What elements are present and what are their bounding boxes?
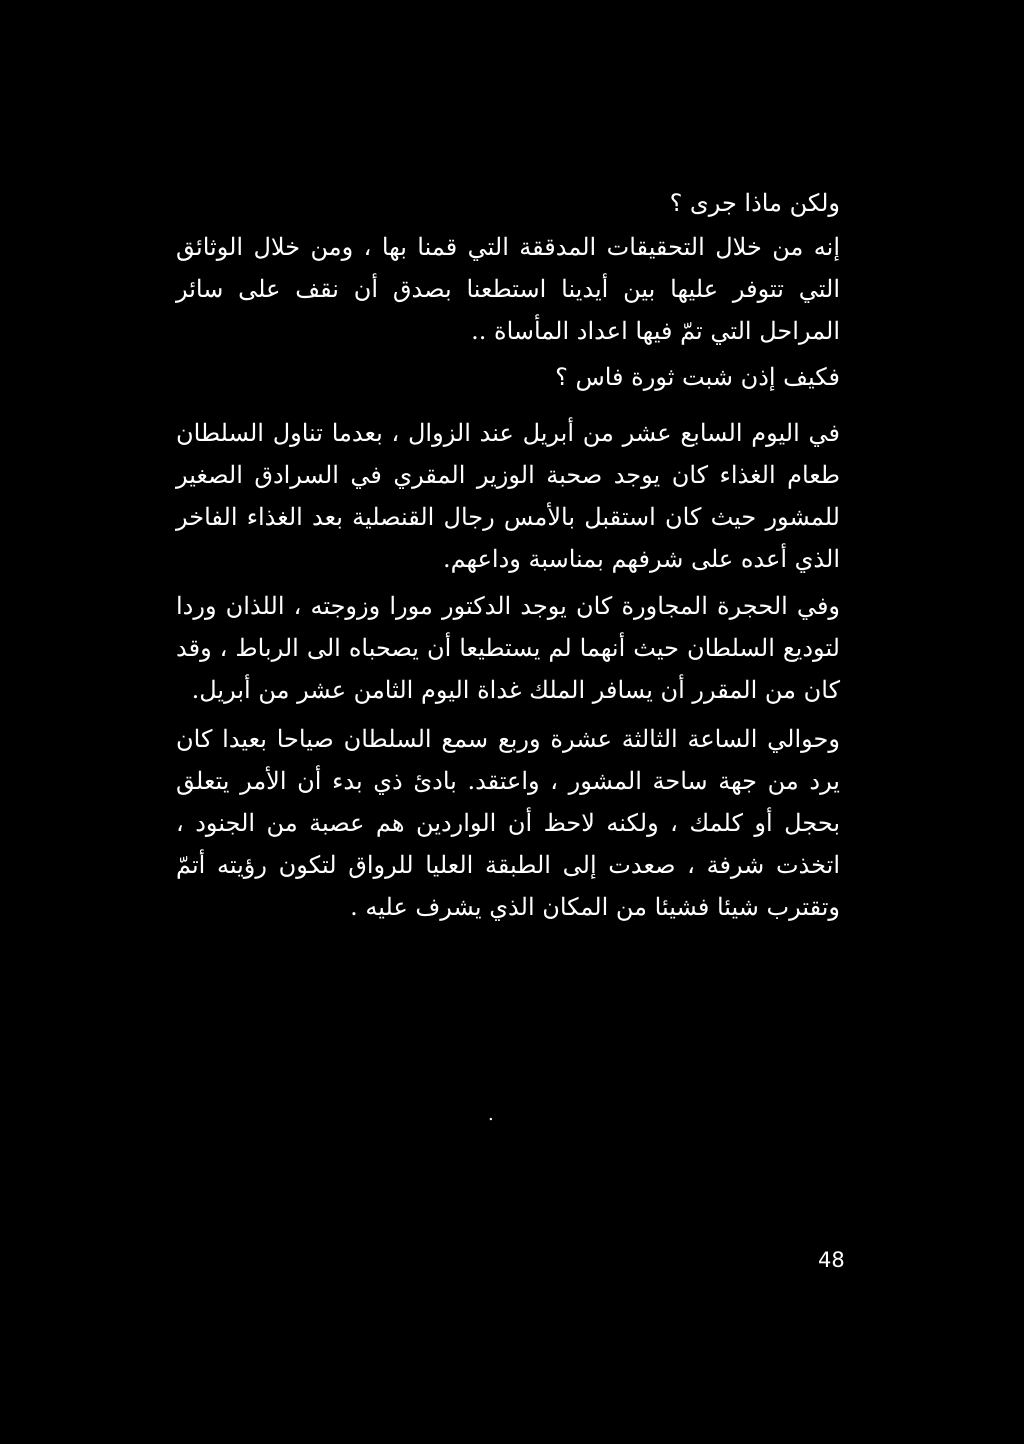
page-number: 48 [818,1248,845,1272]
paragraph-text: وفي الحجرة المجاورة كان يوجد الدكتور مورا وزوجته ، اللذان وردا لتوديع السلطان حيث أنهما لم يستطيعا أن يصحباه الى الرباط ، وقد كان من المقرر أن يسافر الملك غداة اليوم الثامن عشر من أبريل. [176,592,840,704]
stray-dot: . [488,1104,494,1125]
paragraph [176,412,840,580]
paragraph-text: وحوالي الساعة الثالثة عشرة وربع سمع السلطان صياحا بعيدا كان يرد من جهة ساحة المشور ، واعتقد. بادئ ذي بدء أن الأمر يتعلق بحجل أو كلمك ، ولكنه لاحظ أن الواردين هم عصبة من الجنود ، اتخذت شرفة ، صعدت إلى الطبقة العليا للرواق لتكون رؤيته أتمّ وتقترب شيئا فشيئا من المكان الذي يشرف عليه . [176,725,840,921]
paragraph [176,718,840,928]
question-text: فكيف إذن شبت ثورة فاس ؟ [555,363,840,391]
paragraph [176,585,840,711]
paragraph [176,226,840,352]
paragraph-text: في اليوم السابع عشر من أبريل عند الزوال ، بعدما تناول السلطان طعام الغذاء كان يوجد صحبة الوزير المقري في السرادق الصغير للمشور حيث كان استقبل بالأمس رجال القنصلية بعد الغذاء الفاخر الذي أعده على شرفهم بمناسبة وداعهم. [176,419,840,573]
question-heading [176,182,840,224]
question-heading [176,356,840,398]
paragraph-text: إنه من خلال التحقيقات المدققة التي قمنا بها ، ومن خلال الوثائق التي تتوفر عليها بين أيدينا استطعنا بصدق أن نقف على سائر المراحل التي تمّ فيها اعداد المأساة .. [176,233,840,345]
question-text: ولكن ماذا جرى ؟ [669,189,840,217]
